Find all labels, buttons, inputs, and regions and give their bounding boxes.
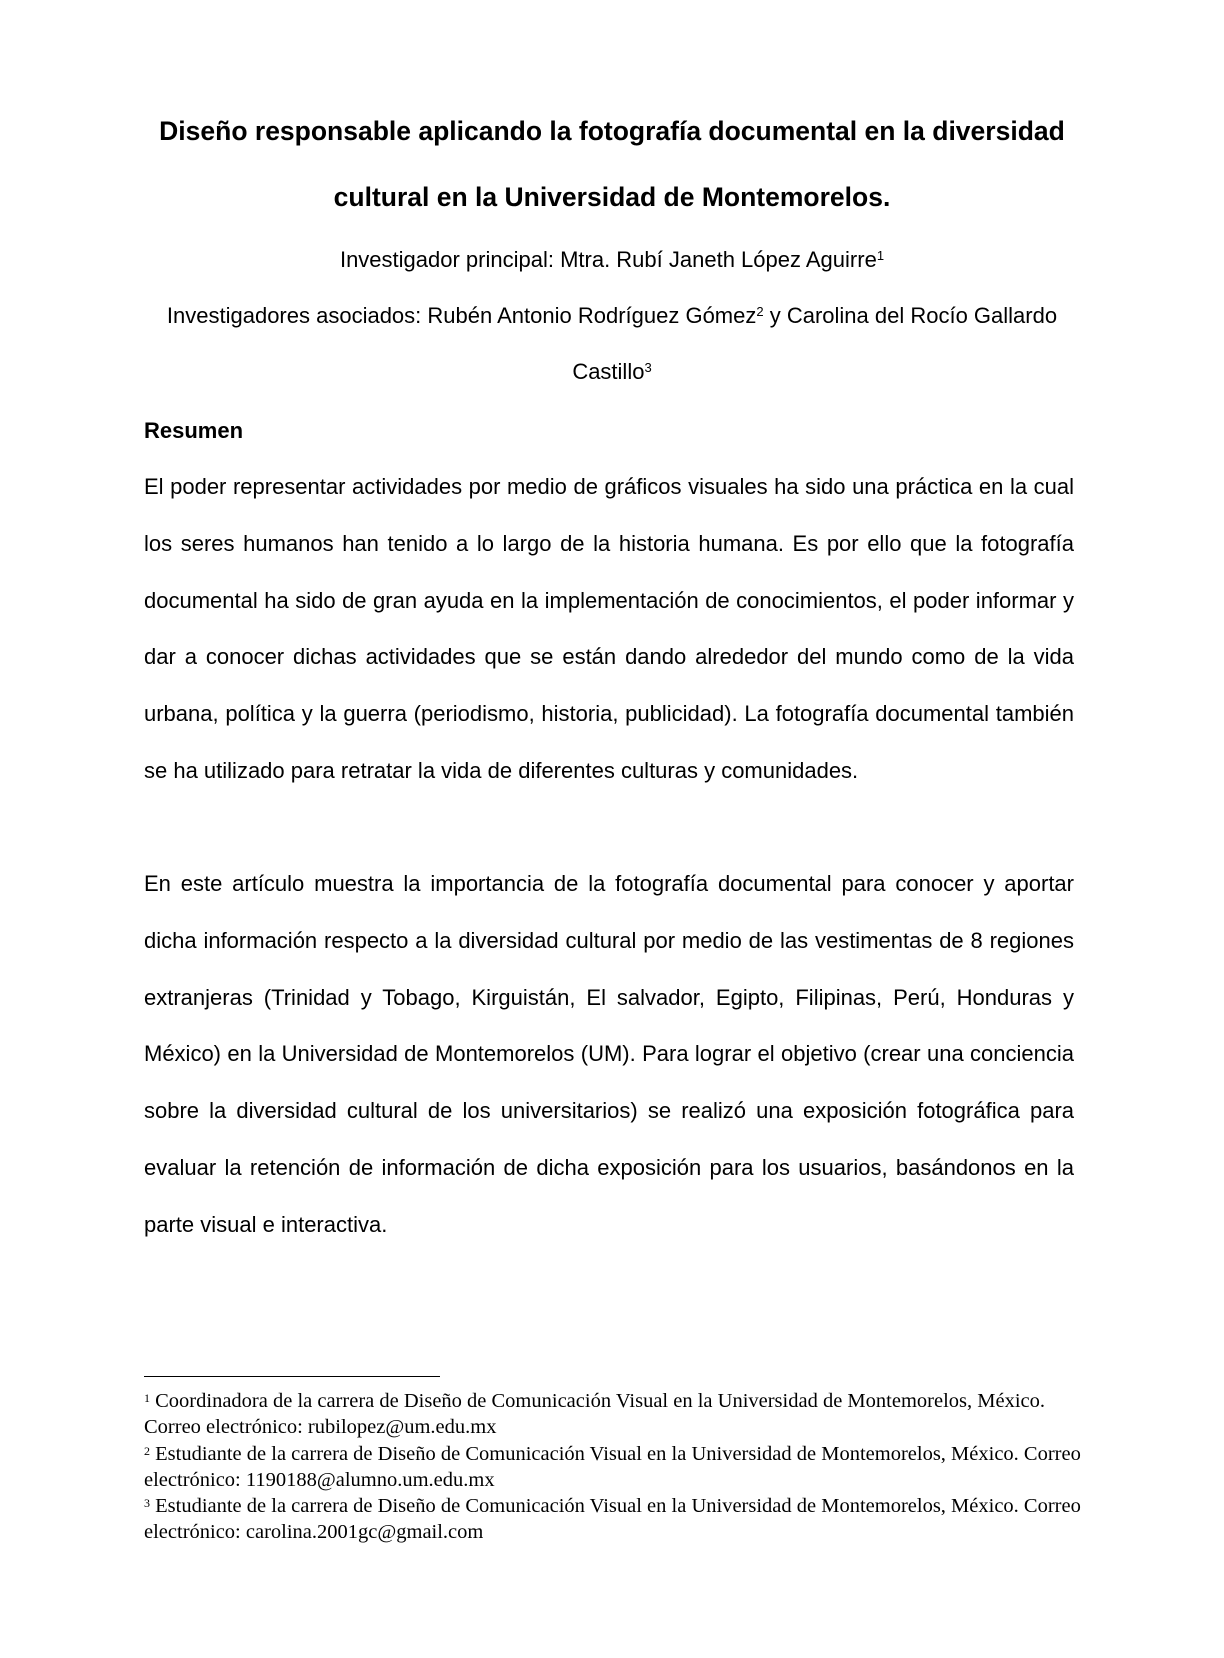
paper-title: Diseño responsable aplicando la fotografía documental en la diversidad cultural en la Universidad de Montemorelos. — [159, 116, 1065, 212]
abstract-heading: Resumen — [144, 418, 244, 443]
footnote-ref-2: 2 — [756, 304, 764, 319]
abstract-paragraph-1: El poder representar actividades por medio de gráficos visuales ha sido una práctica en la cual los seres humanos han tenido a lo largo de la historia humana. Es por ello que la fotografía documental ha sido de gran ayuda en la implementación de conocimientos, el poder informar y dar a conocer dichas actividades que se están dando alrededor del mundo como de la vida urbana, política y la guerra (periodismo, historia, publicidad). La fotografía documental también se ha utilizado para retratar la vida de diferentes culturas y comunidades. — [144, 474, 1074, 783]
footnote-ref-1: 1 — [876, 248, 885, 263]
footnote-mark-3: 3 — [144, 1496, 150, 1511]
footnote-text-3: Estudiante de la carrera de Diseño de Comunicación Visual en la Universidad de Montemorelos, México. Correo electrónico: carolina.2001gc@gmail.com — [144, 1495, 1081, 1544]
footnote-text-1: Coordinadora de la carrera de Diseño de Comunicación Visual en la Universidad de Montemorelos, México. Correo electrónico: rubilopez@um.edu.mx — [144, 1390, 1045, 1439]
footnote-2 — [144, 1441, 1084, 1494]
footnote-separator — [144, 1376, 440, 1377]
footnote-1 — [144, 1388, 1084, 1441]
associate-investigators-text-2: y Carolina del Rocío Gallardo Castillo — [572, 303, 1058, 384]
associate-investigators-text-1: Investigadores asociados: Rubén Antonio Rodríguez Gómez — [166, 303, 757, 328]
abstract-paragraph-2: En este artículo muestra la importancia de la fotografía documental para conocer y aportar dicha información respecto a la diversidad cultural por medio de las vestimentas de 8 regiones extranjeras (Trinidad y Tobago, Kirguistán, El salvador, Egipto, Filipinas, Perú, Honduras y México) en la Universidad de Montemorelos (UM). Para lograr el objetivo (crear una conciencia sobre la diversidad cultural de los universitarios) se realizó una exposición fotográfica para evaluar la retención de información de dicha exposición para los usuarios, basándonos en la parte visual e interactiva. — [144, 871, 1074, 1237]
footnote-3 — [144, 1493, 1084, 1546]
footnote-text-2: Estudiante de la carrera de Diseño de Comunicación Visual en la Universidad de Montemorelos, México. Correo electrónico: 1190188@alumno.um.edu.mx — [144, 1442, 1081, 1491]
principal-investigator — [144, 232, 1080, 288]
principal-investigator-text: Investigador principal: Mtra. Rubí Janeth López Aguirre — [339, 247, 877, 272]
footnote-mark-2: 2 — [144, 1443, 150, 1458]
footnotes — [144, 1388, 1084, 1546]
associate-investigators — [144, 288, 1080, 400]
footnote-ref-3: 3 — [644, 360, 652, 375]
footnote-mark-1: 1 — [144, 1391, 150, 1405]
